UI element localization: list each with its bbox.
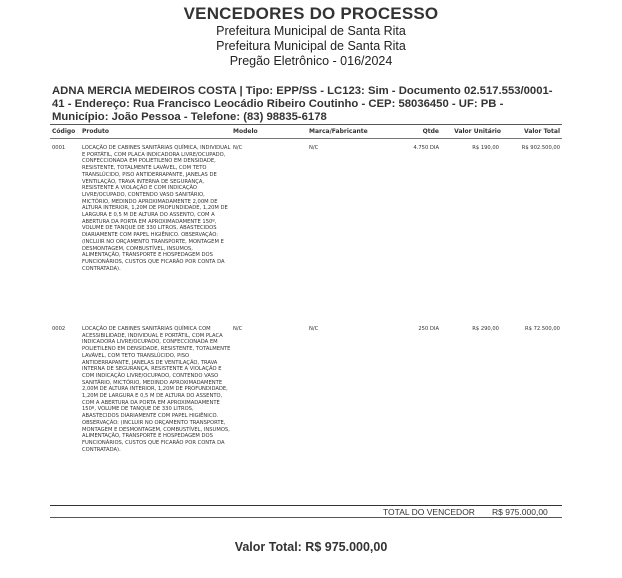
header-line-2: Prefeitura Municipal de Santa Rita <box>216 39 406 53</box>
vendor-total-label: TOTAL DO VENCEDOR <box>383 507 475 517</box>
row-1-produto: LOCAÇÃO DE CABINES SANITÁRIAS QUÍMICA, INDIVIDUAL E PORTÁTIL, COM PLACA INDICADORA LIVRE/OCUPADO, CONFECCIONADA EM POLIETILENO EM DENSIDADE, RESISTENTE, TOTALMENTE LAVÁVEL, COM TETO TRANSLÚCIDO, PISO ANTIDERRAPANTE, JANELAS DE VENTILAÇÃO, TRAVA INTERNA DE SEGURANÇA, RESISTENTE A VIOLAÇÃO E COM INDICAÇÃO LIVRE/OCUPADO, CONTENDO VASO SANITÁRIO, MICTÓRIO, MEDINDO APROXIMADAMENTE 2,00M DE ALTURA INTERIOR, 1,20M DE PROFUNDIDADE, 1,20M DE LARGURA E 0,5 M DE ALTURA DO ASSENTO, COM A ABERTURA DA PORTA EM APROXIMADAMENTE 150º, VOLUME DE TANQUE DE 330 LITROS, ABASTECIDOS DIARIAMENTE COM PAPEL HIGIÊNICO. OBSERVAÇÃO: (INCLUIR NO ORÇAMENTO TRANSPORTE, MONTAGEM E DESMONTAGEM, COMBUSTÍVEL, INSUMOS, ALIMENTAÇÃO, TRANSPORTE E HOSPEDAGEM DOS FUNCIONÁRIOS, CUSTOS QUE FICARÃO POR CONTA DA CONTRATADA). <box>82 145 231 272</box>
header-line-1: Prefeitura Municipal de Santa Rita <box>216 24 406 38</box>
table-top-divider <box>50 124 562 125</box>
header-codigo: Código <box>52 128 76 135</box>
row-2-marca: N/C <box>309 326 319 332</box>
header-valor-unitario: Valor Unitário <box>454 128 501 135</box>
row-2-codigo: 0002 <box>52 326 66 332</box>
grand-total: Valor Total: R$ 975.000,00 <box>234 540 388 554</box>
row-2-modelo: N/C <box>233 326 243 332</box>
header-modelo: Modelo <box>233 128 258 135</box>
vendor-total-value: R$ 975.000,00 <box>492 507 548 517</box>
table-bottom-divider <box>50 505 562 506</box>
row-1-modelo: N/C <box>233 145 243 151</box>
page-title: VENCEDORES DO PROCESSO <box>183 4 439 23</box>
row-1-codigo: 0001 <box>52 145 66 151</box>
header-line-3: Pregão Eletrônico - 016/2024 <box>229 54 393 68</box>
row-1-qtde: 4.750 DIA <box>413 145 439 151</box>
header-qtde: Qtde <box>422 128 439 135</box>
row-2-qtde: 250 DIA <box>418 326 439 332</box>
row-2-produto: LOCAÇÃO DE CABINES SANITÁRIAS QUÍMICA COM ACESSIBILIDADE, INDIVIDUAL E PORTÁTIL, COM PLACA INDICADORA LIVRE/OCUPADO, CONFECCIONADA EM POLIETILENO EM DENSIDADE, RESISTENTE, TOTALMENTE LAVÁVEL, COM TETO TRANSLÚCIDO, PISO ANTIDERRAPANTE, JANELAS DE VENTILAÇÃO, TRAVA INTERNA DE SEGURANÇA, RESISTENTE A VIOLAÇÃO E COM INDICAÇÃO LIVRE/OCUPADO, CONTENDO VASO SANITÁRIO, MICTÓRIO, MEDINDO APROXIMADAMENTE 2,00M DE ALTURA INTERIOR, 1,20M DE PROFUNDIDADE, 1,20M DE LARGURA E 0,5 M DE ALTURA DO ASSENTO, COM A ABERTURA DA PORTA EM APROXIMADAMENTE 150º, VOLUME DE TANQUE DE 330 LITROS, ABASTECIDOS DIARIAMENTE COM PAPEL HIGIÊNICO. OBSERVAÇÃO: (INCLUIR NO ORÇAMENTO TRANSPORTE, MONTAGEM E DESMONTAGEM, COMBUSTÍVEL, INSUMOS, ALIMENTAÇÃO, TRANSPORTE E HOSPEDAGEM DOS FUNCIONÁRIOS, CUSTOS QUE FICARÃO POR CONTA DA CONTRATADA). <box>82 326 231 453</box>
table-header-divider <box>50 138 562 139</box>
row-1-valor-total: R$ 902.500,00 <box>521 145 560 151</box>
total-divider <box>50 517 562 518</box>
document-header <box>0 0 622 69</box>
header-valor-total: Valor Total <box>524 128 560 135</box>
row-1-valor-unitario: R$ 190,00 <box>472 145 499 151</box>
row-2-valor-total: R$ 72.500,00 <box>525 326 560 332</box>
header-produto: Produto <box>82 128 110 135</box>
row-1-marca: N/C <box>309 145 319 151</box>
header-marca: Marca/Fabricante <box>309 128 368 135</box>
row-2-valor-unitario: R$ 290,00 <box>472 326 499 332</box>
vendor-info: ADNA MERCIA MEDEIROS COSTA | Tipo: EPP/SS - LC123: Sim - Documento 02.517.553/0001-41 - Endereço: Rua Francisco Leocádio Ribeiro Coutinho - CEP: 58036450 - UF: PB - Município: João Pessoa - Telefone: (83) 98835-6178 <box>52 85 553 123</box>
